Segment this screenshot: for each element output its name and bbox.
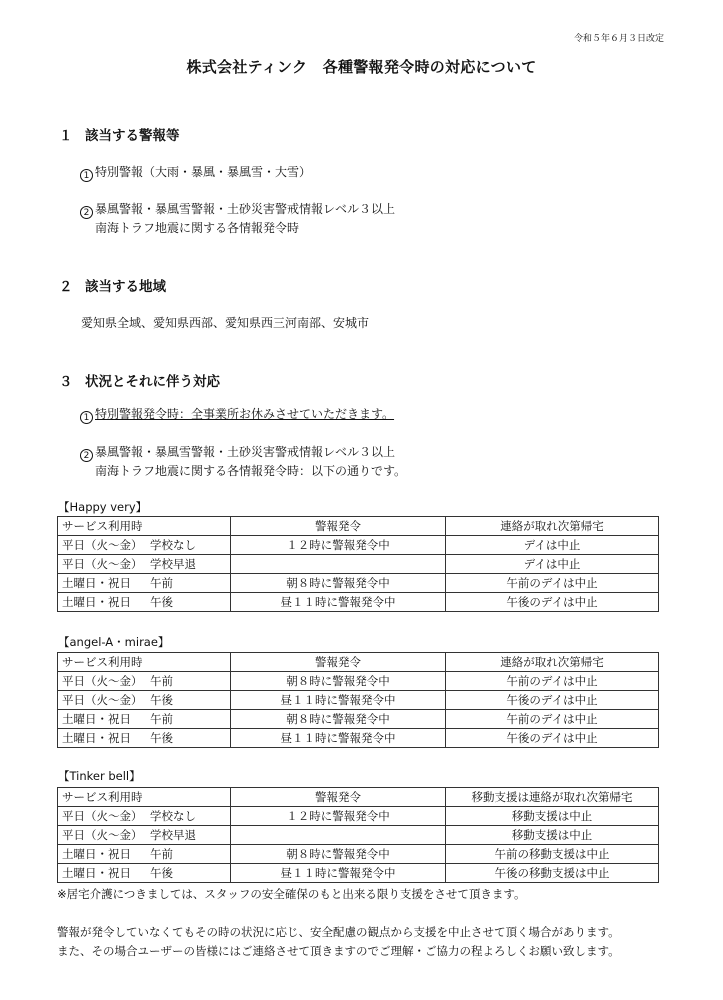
- header-cell: 移動支援は連絡が取れ次第帰宅: [446, 788, 659, 807]
- alert-cell: 朝８時に警報発令中: [231, 845, 446, 864]
- time-cell: [58, 826, 231, 845]
- header-cell: 連絡が取れ次第帰宅: [446, 653, 659, 672]
- s3-item-2: [80, 443, 395, 462]
- header-cell: サービス利用時: [58, 517, 231, 536]
- action-cell: 午前のデイは中止: [446, 574, 659, 593]
- section-number: ３: [59, 374, 73, 390]
- day-label: 平日（火〜金）: [62, 809, 143, 823]
- time-label: 午前: [150, 847, 173, 861]
- time-label: 午前: [150, 674, 173, 688]
- table-row: [58, 807, 659, 826]
- time-cell: [58, 536, 231, 555]
- section-2-heading: [59, 275, 166, 295]
- time-label: 午後: [150, 595, 173, 609]
- action-cell: 午後のデイは中止: [446, 729, 659, 748]
- action-cell: 午前の移動支援は中止: [446, 845, 659, 864]
- action-cell: 移動支援は中止: [446, 807, 659, 826]
- time-cell: [58, 845, 231, 864]
- table-label: 【angel-A・mirae】: [58, 635, 170, 649]
- time-label: 学校なし: [150, 538, 196, 552]
- document-title: 株式会社ティンク 各種警報発令時の対応について: [186, 58, 537, 76]
- time-cell: [58, 864, 231, 883]
- action-cell: 午前のデイは中止: [446, 672, 659, 691]
- action-cell: 午後の移動支援は中止: [446, 864, 659, 883]
- table-header-row: [58, 517, 659, 536]
- day-label: 土曜日・祝日: [62, 866, 131, 880]
- table-row: [58, 729, 659, 748]
- section-title: 状況とそれに伴う対応: [85, 374, 220, 390]
- s1-item-1: [80, 163, 311, 182]
- alert-cell: [231, 826, 446, 845]
- s1-item-2-cont: 南海トラフ地震に関する各情報発令時: [95, 221, 300, 235]
- table-row: [58, 710, 659, 729]
- table-row: [58, 845, 659, 864]
- table-label: 【Tinker bell】: [58, 769, 141, 783]
- time-cell: [58, 555, 231, 574]
- header-cell: 警報発令: [231, 653, 446, 672]
- day-label: 平日（火〜金）: [62, 538, 143, 552]
- s3-item-2-text: 暴風警報・暴風雪警報・土砂災害警戒情報レベル３以上: [95, 445, 396, 459]
- alert-cell: 昼１１時に警報発令中: [231, 691, 446, 710]
- section-title: 該当する警報等: [85, 128, 180, 144]
- areas-text: 愛知県全域、愛知県西部、愛知県西三河南部、安城市: [81, 316, 370, 330]
- alert-cell: 朝８時に警報発令中: [231, 710, 446, 729]
- day-label: 土曜日・祝日: [62, 576, 131, 590]
- day-label: 平日（火〜金）: [62, 693, 143, 707]
- table-row: [58, 864, 659, 883]
- table-row: [58, 826, 659, 845]
- time-label: 学校なし: [150, 809, 196, 823]
- day-label: 土曜日・祝日: [62, 595, 131, 609]
- alert-table-tinker-bell: [57, 787, 659, 883]
- day-label: 平日（火〜金）: [62, 674, 143, 688]
- time-cell: [58, 593, 231, 612]
- alert-cell: １２時に警報発令中: [231, 807, 446, 826]
- action-cell: デイは中止: [446, 555, 659, 574]
- circled-number-icon: 2: [80, 449, 93, 462]
- time-cell: [58, 672, 231, 691]
- alert-cell: 朝８時に警報発令中: [231, 672, 446, 691]
- section-3-heading: [59, 370, 220, 390]
- alert-table-happy-very: [57, 516, 659, 612]
- table-row: [58, 593, 659, 612]
- action-cell: 午前のデイは中止: [446, 710, 659, 729]
- alert-cell: 昼１１時に警報発令中: [231, 864, 446, 883]
- header-cell: 警報発令: [231, 517, 446, 536]
- section-1-heading: [59, 124, 180, 144]
- day-label: 平日（火〜金）: [62, 557, 143, 571]
- s3-item-2-cont: 南海トラフ地震に関する各情報発令時：以下の通りです。: [95, 464, 407, 478]
- action-cell: 午後のデイは中止: [446, 691, 659, 710]
- s3-item-1-text: 特別警報発令時：全事業所お休みさせていただきます。: [95, 407, 395, 421]
- time-label: 学校早退: [150, 557, 196, 571]
- action-cell: デイは中止: [446, 536, 659, 555]
- time-label: 学校早退: [150, 828, 196, 842]
- header-cell: 警報発令: [231, 788, 446, 807]
- alert-cell: [231, 555, 446, 574]
- alert-cell: １２時に警報発令中: [231, 536, 446, 555]
- alert-cell: 昼１１時に警報発令中: [231, 593, 446, 612]
- circled-number-icon: 1: [80, 411, 93, 424]
- day-label: 土曜日・祝日: [62, 731, 131, 745]
- time-label: 午後: [150, 866, 173, 880]
- section-number: ２: [59, 279, 73, 295]
- alert-table-angel-a-mirae: [57, 652, 659, 748]
- day-label: 土曜日・祝日: [62, 712, 131, 726]
- s1-item-2: [80, 200, 395, 219]
- table-row: [58, 574, 659, 593]
- time-label: 午後: [150, 731, 173, 745]
- header-cell: 連絡が取れ次第帰宅: [446, 517, 659, 536]
- s3-item-1: [80, 405, 394, 424]
- header-cell: サービス利用時: [58, 653, 231, 672]
- table-header-row: [58, 653, 659, 672]
- alert-cell: 昼１１時に警報発令中: [231, 729, 446, 748]
- header-cell: サービス利用時: [58, 788, 231, 807]
- table-label: 【Happy very】: [58, 500, 148, 514]
- time-cell: [58, 574, 231, 593]
- closing-line-2: また、その場合ユーザーの皆様にはご連絡させて頂きますのでご理解・ご協力の程よろしくお願い致します。: [57, 944, 620, 958]
- s1-item-1-text: 特別警報（大雨・暴風・暴風雪・大雪）: [95, 165, 312, 179]
- table-header-row: [58, 788, 659, 807]
- time-cell: [58, 729, 231, 748]
- time-cell: [58, 807, 231, 826]
- action-cell: 移動支援は中止: [446, 826, 659, 845]
- circled-number-icon: 2: [80, 206, 93, 219]
- section-number: １: [59, 128, 73, 144]
- table-row: [58, 555, 659, 574]
- time-label: 午後: [150, 693, 173, 707]
- footnote: ※居宅介護につきましては、スタッフの安全確保のもと出来る限り支援をさせて頂きます。: [57, 887, 526, 901]
- table-row: [58, 672, 659, 691]
- time-cell: [58, 691, 231, 710]
- section-title: 該当する地域: [85, 279, 166, 295]
- closing-line-1: 警報が発令していなくてもその時の状況に応じ、安全配慮の観点から支援を中止させて頂く場合があります。: [57, 925, 620, 939]
- table-row: [58, 536, 659, 555]
- day-label: 平日（火〜金）: [62, 828, 143, 842]
- time-label: 午前: [150, 576, 173, 590]
- time-cell: [58, 710, 231, 729]
- table-row: [58, 691, 659, 710]
- alert-cell: 朝８時に警報発令中: [231, 574, 446, 593]
- time-label: 午前: [150, 712, 173, 726]
- s1-item-2-text: 暴風警報・暴風雪警報・土砂災害警戒情報レベル３以上: [95, 202, 396, 216]
- day-label: 土曜日・祝日: [62, 847, 131, 861]
- action-cell: 午後のデイは中止: [446, 593, 659, 612]
- circled-number-icon: 1: [80, 169, 93, 182]
- revision-date: 令和５年６月３日改定: [573, 34, 664, 44]
